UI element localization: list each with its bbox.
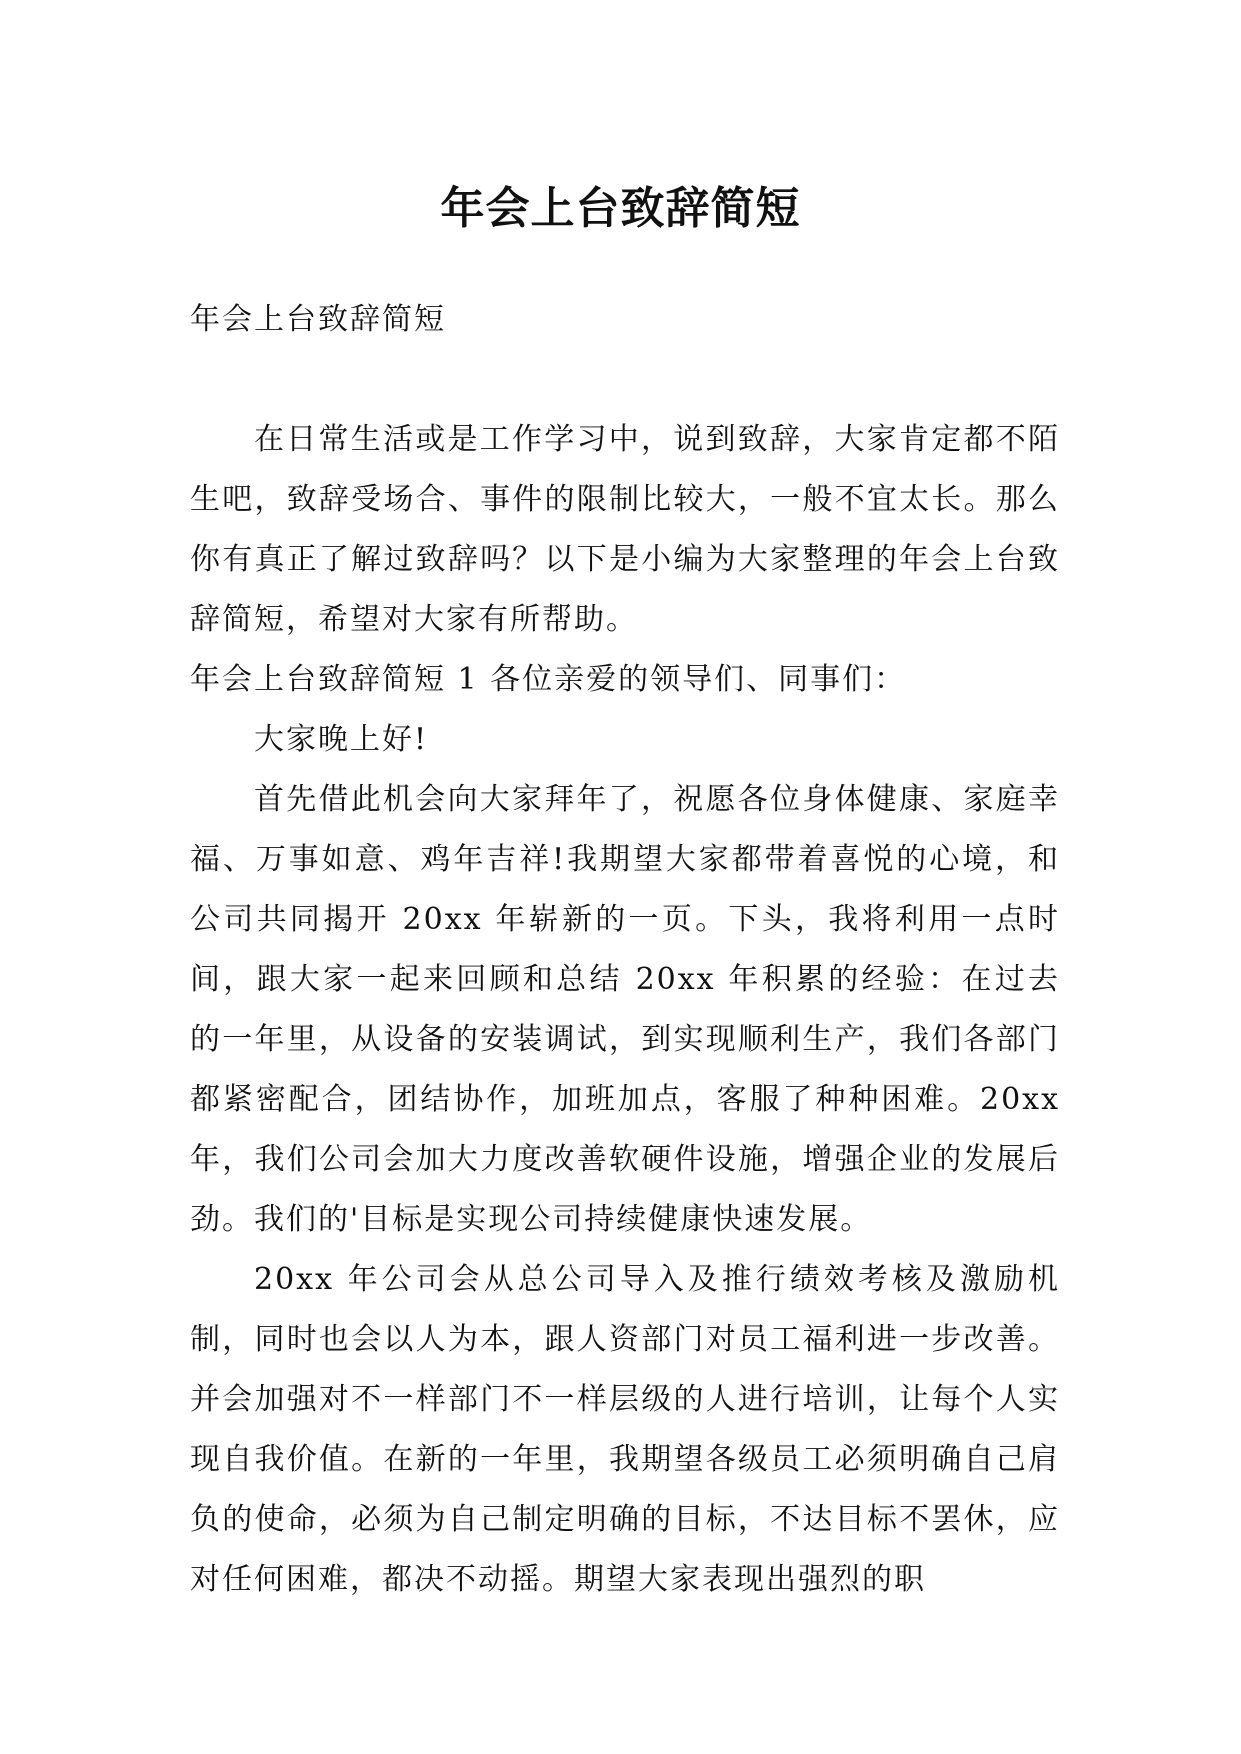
greeting-paragraph: 大家晚上好! (254, 722, 429, 757)
body-paragraph-2: 20xx 年公司会从总公司导入及推行绩效考核及激励机制，同时也会以人为本，跟人资部门对员工福利进一步改善。并会加强对不一样部门不一样层级的人进行培训，让每个人实现自我价值。在新的一年里，我期望各级员工必须明确自己肩负的使命，必须为自己制定明确的目标，不达目标不罢休，应对任何困难，都决不动摇。期望大家表现出强烈的职 (190, 1262, 1060, 1597)
document-body (190, 290, 1060, 1610)
document-subtitle: 年会上台致辞简短 (190, 302, 446, 337)
speech-heading: 年会上台致辞简短 1 各位亲爱的领导们、同事们： (190, 662, 907, 697)
body-paragraph-1: 首先借此机会向大家拜年了，祝愿各位身体健康、家庭幸福、万事如意、鸡年吉祥!我期望大家都带着喜悦的心境，和公司共同揭开 20xx 年崭新的一页。下头，我将利用一点时间，跟大家一起来回顾和总结 20xx 年积累的经验：在过去的一年里，从设备的安装调试，到实现顺利生产，我们各部门都紧密配合，团结协作，加班加点，客服了种种困难。20xx 年，我们公司会加大力度改善软硬件设施，增强企业的发展后劲。我们的'目标是实现公司持续健康快速发展。 (190, 782, 1060, 1237)
intro-paragraph: 在日常生活或是工作学习中，说到致辞，大家肯定都不陌生吧，致辞受场合、事件的限制比较大，一般不宜太长。那么你有真正了解过致辞吗？以下是小编为大家整理的年会上台致辞简短，希望对大家有所帮助。 (190, 422, 1060, 637)
document-title: 年会上台致辞简短 (440, 183, 801, 235)
